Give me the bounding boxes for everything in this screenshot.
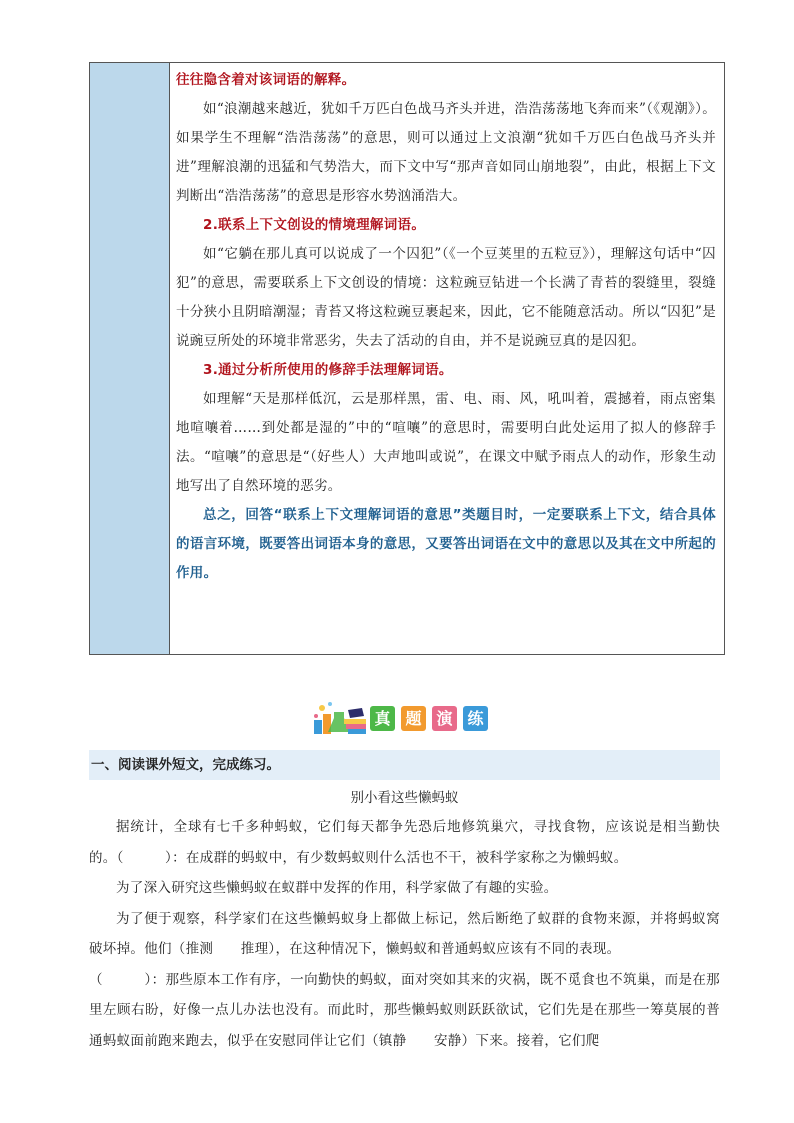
example-paragraph-1: 如“浪潮越来越近，犹如千万匹白色战马齐头并进，浩浩荡荡地飞奔而来”（《观潮》）。如果学生不理解“浩浩荡荡”的意思，则可以通过上文浪潮“犹如千万匹白色战马齐头并进”理解浪潮的迅猛和气势浩大，而下文中写“那声音如同山崩地裂”，由此，根据上下文判断出“浩浩荡荡”的意思是形容水势汹涌浩大。 bbox=[176, 101, 716, 204]
example-paragraph-2: 如“它躺在那儿真可以说成了一个囚犯”（《一个豆荚里的五粒豆》），理解这句话中“囚犯”的意思，需要联系上下文创设的情境：这粒豌豆钻进一个长满了青苔的裂缝里，裂缝十分狭小且阴暗潮湿；青苔又将这粒豌豆裹起来，因此，它不能随意活动。所以“囚犯”是说豌豆所处的环境非常恶劣，失去了活动的自由，并不是说豌豆真的是囚犯。 bbox=[176, 246, 716, 349]
continued-line: 往往隐含着对该词语的解释。 bbox=[176, 72, 356, 88]
article-paragraph: 据统计，全球有七千多种蚂蚁，它们每天都争先恐后地修筑巢穴，寻找食物，应该说是相当勤快的。（ ）：在成群的蚂蚁中，有少数蚂蚁则什么活也不干，被科学家称之为懒蚂蚁。 bbox=[89, 819, 720, 866]
table-content-cell bbox=[170, 63, 724, 654]
article-paragraph: 为了便于观察，科学家们在这些懒蚂蚁身上都做上标记，然后断绝了蚁群的食物来源，并将蚂蚁窝破坏掉。他们（推测 推理），在这种情况下，懒蚂蚁和普通蚂蚁应该有不同的表现。 bbox=[89, 910, 720, 957]
books-flask-icon bbox=[310, 700, 368, 738]
article-body bbox=[89, 812, 720, 1056]
method-heading-2: 2.联系上下文创设的情境理解词语。 bbox=[203, 217, 426, 233]
banner-char: 题 bbox=[401, 706, 426, 731]
table-label-column bbox=[90, 63, 170, 654]
practice-banner bbox=[310, 700, 500, 738]
section-heading: 一、阅读课外短文，完成练习。 bbox=[89, 750, 720, 780]
method-heading-3: 3.通过分析所使用的修辞手法理解词语。 bbox=[203, 362, 453, 378]
method-table bbox=[89, 62, 725, 655]
article-paragraph: （ ）：那些原本工作有序，一向勤快的蚂蚁，面对突如其来的灾祸，既不觅食也不筑巢，而是在那里左顾右盼，好像一点儿办法也没有。而此时，那些懒蚂蚁则跃跃欲试，它们先是在那些一筹莫展的普通蚂蚁面前跑来跑去，似乎在安慰同伴让它们（镇静 安静）下来。接着，它们爬 bbox=[89, 971, 720, 1049]
banner-title bbox=[370, 706, 488, 731]
article-paragraph: 为了深入研究这些懒蚂蚁在蚁群中发挥的作用，科学家做了有趣的实验。 bbox=[116, 880, 558, 896]
article-title: 别小看这些懒蚂蚁 bbox=[350, 790, 459, 806]
banner-char: 练 bbox=[463, 706, 488, 731]
banner-char: 真 bbox=[370, 706, 395, 731]
summary-paragraph: 总之，回答“联系上下文理解词语的意思”类题目时，一定要联系上下文，结合具体的语言环境，既要答出词语本身的意思，又要答出词语在文中的意思以及其在文中所起的作用。 bbox=[176, 507, 716, 581]
banner-char: 演 bbox=[432, 706, 457, 731]
example-paragraph-3: 如理解“天是那样低沉，云是那样黑，雷、电、雨、风，吼叫着，震撼着，雨点密集地喧嚷着……到处都是湿的”中的“喧嚷”的意思时，需要明白此处运用了拟人的修辞手法。“喧嚷”的意思是“（好些人）大声地叫或说”，在课文中赋予雨点人的动作，形象生动地写出了自然环境的恶劣。 bbox=[176, 391, 716, 494]
